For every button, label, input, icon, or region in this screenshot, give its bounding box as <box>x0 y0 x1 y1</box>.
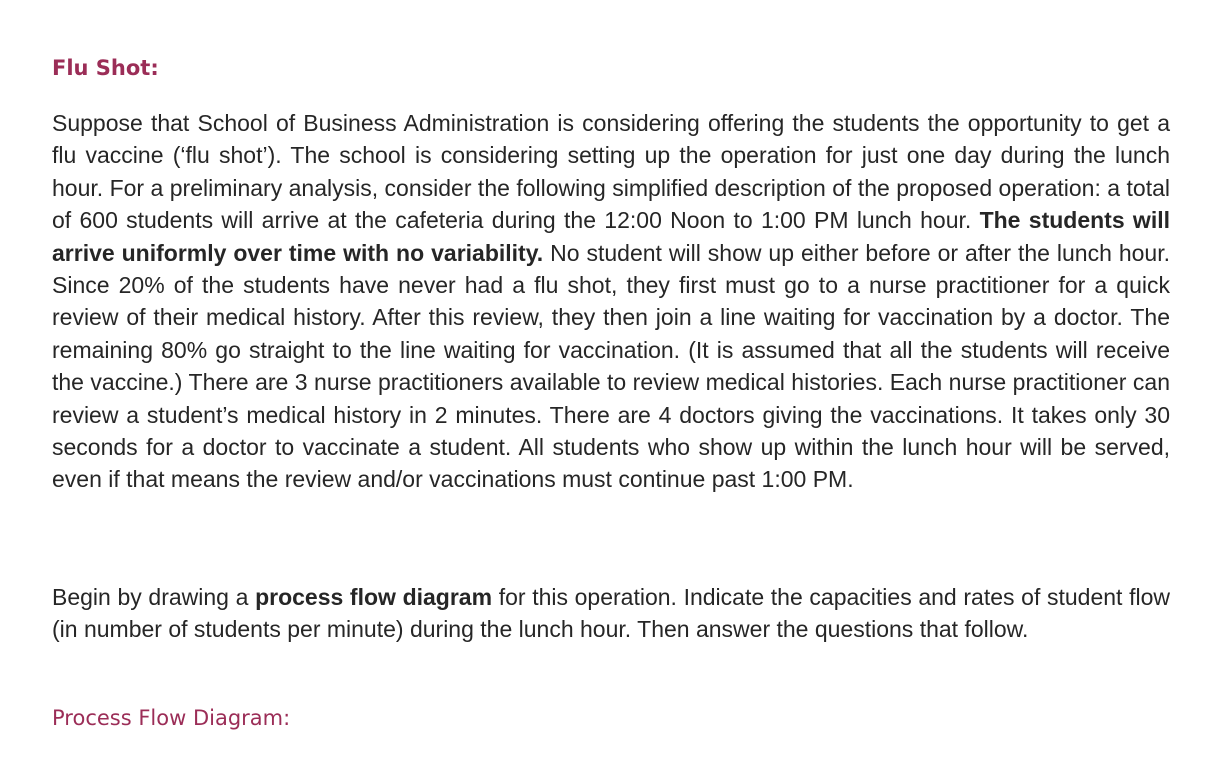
problem-description-paragraph <box>52 107 1170 496</box>
instruction-paragraph <box>52 581 1170 646</box>
paragraph2-bold-term: process flow diagram <box>255 584 493 610</box>
subsection-title: Process Flow Diagram: <box>52 706 291 730</box>
paragraph1-text-part2: No student will show up either before or after the lunch hour. Since 20% of the students have never had a flu shot, they first must go to a nurse practitioner for a quick review of their medical history. After this review, they then join a line waiting for vaccination by a doctor. The remaining 80% go straight to the line waiting for vaccination. (It is assumed that all the students will receive the vaccine.) There are 3 nurse practitioners available to review medical histories. Each nurse practitioner can review a student’s medical history in 2 minutes. There are 4 doctors giving the vaccinations. It takes only 30 seconds for a doctor to vaccinate a student. All students who show up within the lunch hour will be served, even if that means the review and/or vaccinations must continue past 1:00 PM. <box>52 239 1170 493</box>
paragraph1-text-part1: Suppose that School of Business Administration is considering offering the students the opportunity to get a flu vaccine (‘flu shot’). The school is considering setting up the operation for just one day during the lunch hour. For a preliminary analysis, consider the following simplified description of the proposed operation: a total of 600 students will arrive at the cafeteria during the 12:00 Noon to 1:00 PM lunch hour. <box>52 110 1170 234</box>
paragraph1-bold-statement: The students will arrive uniformly over time with no variability. <box>52 207 1170 266</box>
section-title: Flu Shot: <box>52 56 159 80</box>
paragraph2-text-part1: Begin by drawing a <box>52 584 256 610</box>
paragraph2-text-part2: for this operation. Indicate the capacities and rates of student flow (in number of students per minute) during the lunch hour. Then answer the questions that follow. <box>52 584 1170 643</box>
